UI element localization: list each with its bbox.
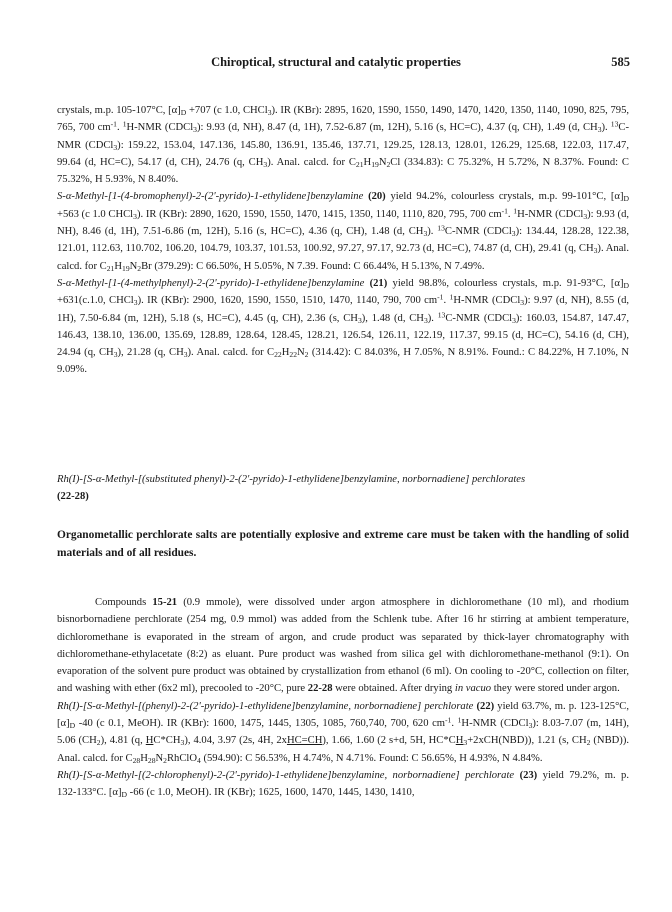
compound-23-name: Rh(I)-[S-α-Methyl-[(2-chlorophenyl)-2-(2'-pyrido)-1-ethylidene]benzylamine, norbornadiene] perchlorate	[57, 769, 515, 781]
compound-21-name: S-α-Methyl-[1-(4-methylphenyl)-2-(2'-pyrido)-1-ethylidene]benzylamine	[57, 277, 365, 289]
compound-23-data: Rh(I)-[S-α-Methyl-[(2-chlorophenyl)-2-(2'-pyrido)-1-ethylidene]benzylamine, norbornadiene] perchlorate (23) yield 79.2%, m. p. 132-133°C. $[\alpha]_D$ -66 (c 1.0, MeOH). IR (KBr); 1625, 1600, 1470, 1445, 1430, 1410,	[57, 769, 629, 800]
compound-20-data: S-α-Methyl-[1-(4-bromophenyl)-2-(2'-pyrido)-1-ethylidene]benzylamine (20) yield 94.2%, colourless crystals, m.p. 99-101°C, $[\alpha]_D +563$ (c 1.0 CHCl$_3$). IR (KBr): 2890, 1620, 1590, 1550, 1470, 1415, 1350, 1140, 1110, 820, 795, 700 $cm^{-1}$. $^1$H-NMR (CDCl$_3$): 9.93 (d, NH), 8.46 (d, 1H), 7.51-6.86 (m, 12H), 5.16 (s, HC=C), 4.36 (q, CH), 1.48 (d, $CH_3$). $^{13}$C-NMR (CDCl$_3$): 134.44, 128.28, 122.38, 121.01, 112.63, 110.702, 106.20, 104.79, 103.37, 101.53, 100.92, 97.27, 97.17, 92.73 (d, HC=C), 74.87 (d, CH), 29.41 (q, $CH_3$). Anal. calcd. for $C_{21}H_{19}N_2Br$ (379.29): C 66.50%, H 5.05%, N 7.39. Found: C 66.44%, H 5.13%, N 7.49%.	[57, 191, 630, 273]
section-heading	[57, 471, 629, 506]
compound-19-data: crystals, m.p. 105-107°C, $[\alpha]_D +707$ (c 1.0, CHCl$_3$). IR (KBr): 2895, 1620, 1590, 1550, 1490, 1470, 1420, 1350, 1140, 1090, 825, 795, 765, 700 $cm^{-1}$. $^1$H-NMR (CDCl$_3$): 9.93 (d, NH), 8.47 (d, 1H), 7.52-6.87 (m, 12H), 5.16 (s, HC=C), 4.37 (q, CH), 1.49 (d, $CH_3$). $^{13}$C-NMR (CDCl$_3$): 159.22, 153.04, 147.136, 145.80, 136.91, 135.46, 137.71, 129.25, 128.13, 128.01, 126.29, 125.68, 122.03, 117.47, 99.64 (d, HC=C), 54.17 (d, CH), 24.76 (q, $CH_3$). Anal. calcd. for $C_{21}H_{19}N_2Cl$ (334.83): C 75.32%, H 5.72%, N 8.37%. Found: C 75.32%, H 5.93%, N 8.40%.	[57, 105, 630, 186]
compound-20-name: S-α-Methyl-[1-(4-bromophenyl)-2-(2'-pyrido)-1-ethylidene]benzylamine	[57, 191, 364, 203]
compound-22-data: Rh(I)-[S-α-Methyl-[(phenyl)-2-(2'-pyrido)-1-ethylidene]benzylamine, norbornadiene] perchlorate (22) yield 63.7%, m. p. 123-125°C, $[\alpha]_D$ -40 (c 0.1, MeOH). IR (KBr): 1600, 1475, 1445, 1305, 1085, 760,740, 700, 620 $cm^{-1}$. $^1$H-NMR (CDCl$_3$): 8.03-7.07 (m, 14H), 5.06 $(CH_2)$, 4.81 (q, $HC*CH_3$), 4.04, 3.97 (2s, 4H, 2xHC=CH), 1.66, 1.60 (2 s+d, 5H, $HC*CH_3+2xCH(NBD)$), 1.21 (s, $CH_2$ (NBD)). Anal. calcd. for $C_{28}H_{28}N_2RhClO_4$ (594.90): C 56.53%, H 4.74%, N 4.71%. Found: C 56.65%, H 4.93%, N 4.84%.	[57, 700, 630, 765]
compound-22-number: (22)	[476, 700, 495, 712]
section-heading-numbers: (22-28)	[57, 491, 89, 503]
compound-21-data: S-α-Methyl-[1-(4-methylphenyl)-2-(2'-pyrido)-1-ethylidene]benzylamine (21) yield 98.8%, colourless crystals, m.p. 91-93°C, $[\alpha]_D +631(c.1.0$, CHCl$_3$). IR (KBr): 2900, 1620, 1590, 1550, 1510, 1470, 1140, 790, 700 $cm^{-1}$. $^1$H-NMR (CDCl$_3$): 9.97 (d, NH), 8.55 (d, 1H), 7.50-6.84 (m, 12H), 5.18 (s, HC=C), 4.45 (q, CH), 2.36 (s, $CH_3$), 1.48 (d, $CH_3$). $^{13}$C-NMR (CDCl$_3$): 160.03, 154.87, 147.47, 146.43, 138.10, 136.00, 135.69, 128.89, 128.64, 128.45, 128.21, 126.54, 126.11, 122.19, 117.37, 99.15 (d, HC=C), 54.16 (d, CH), 24.94 (q, $CH_3$), 21.28 (q, $CH_3$). Anal. calcd. for $C_{22}H_{22}N_2$ (314.42): C 84.03%, H 7.05%, N 8.91%. Found.: C 84.22%, H 7.10%, N 9.09%.	[57, 277, 630, 376]
safety-warning: Organometallic perchlorate salts are potentially explosive and extreme care must be taken with the handling of solid materials and of all residues.	[57, 529, 629, 559]
compound-21-number: (21)	[369, 277, 388, 289]
compound-23-number: (23)	[519, 769, 538, 781]
experimental-text-upper	[57, 102, 629, 379]
compound-22-name: Rh(I)-[S-α-Methyl-[(phenyl)-2-(2'-pyrido)-1-ethylidene]benzylamine, norbornadiene] perchlorate	[57, 700, 474, 712]
general-procedure: Compounds 15-21 (0.9 mmole), were dissolved under argon atmosphere in dichloromethane (10 ml), and rhodium bisnorbornadiene perchlorate (254 mg, 0.9 mmol) was added from the Schlenk tube. After 16 hr stirring at ambient temperature, dichloromethane is evaporated in the stream of argon, and crude product was separated by thick-layer chromatography with dichloromethane-ethylacetate (8:2) as eluant. Pure product was washed from silica gel with dichloromethane-methanol (9:1). On evaporation of the solvent pure product was obtained by crystallization from ethanol (6 ml). On cooling to -20°C, collection on filter, and washing with ether (6x2 ml), precooled to -20°C, pure 22-28 were obtained. After drying in vacuo they were stored under argon.	[57, 597, 630, 695]
page-number: 585	[611, 55, 630, 69]
experimental-text-lower	[57, 594, 629, 802]
section-heading-title: Rh(I)-[S-α-Methyl-[(substituted phenyl)-2-(2'-pyrido)-1-ethylidene]benzylamine, norbornadiene] perchlorates	[57, 474, 526, 485]
compound-20-number: (20)	[368, 191, 386, 203]
running-header-title: Chiroptical, structural and catalytic properties	[211, 55, 461, 69]
